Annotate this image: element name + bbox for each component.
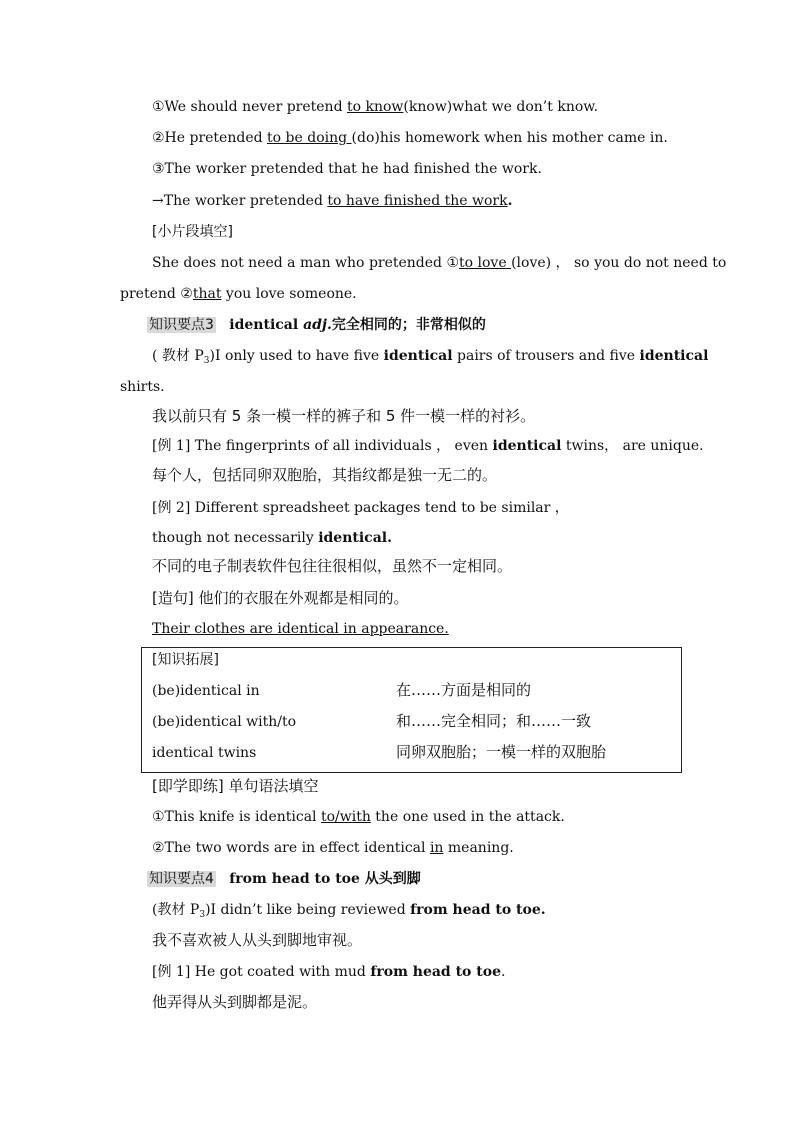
- translation-4: 我不喜欢被人从头到脚地审视。: [152, 931, 363, 949]
- example-2-translation: 不同的电子制表软件包往往很相似，虽然不一定相同。: [152, 557, 513, 575]
- text: twins， are unique.: [561, 438, 704, 454]
- example-1-translation: 每个人，包括同卵双胞胎，其指纹都是独一无二的。: [152, 466, 498, 484]
- text: .: [500, 964, 506, 980]
- text: →The worker pretended: [152, 193, 328, 209]
- practice-item-1: [152, 808, 565, 826]
- text: pretend ②: [120, 286, 193, 302]
- answer-blank: to love: [459, 255, 512, 271]
- part-of-speech: adj.: [303, 317, 332, 333]
- text: She does not need a man who pretended ①: [152, 255, 460, 271]
- textbook-source-line-2: shirts.: [120, 379, 165, 395]
- knowledge-point-4-heading: [147, 870, 421, 888]
- page-subscript: 3: [203, 356, 210, 366]
- definition: 从头到脚: [364, 871, 421, 887]
- text: ①We should never pretend: [152, 99, 347, 115]
- section-heading-fill: [小片段填空]: [152, 224, 233, 240]
- practice-item-2: [152, 839, 514, 857]
- example-line-3: ③The worker pretended that he had finished the work.: [152, 161, 542, 177]
- expansion-zh-3: 同卵双胞胎；一模一样的双胞胎: [396, 743, 607, 761]
- answer-blank: that: [192, 286, 222, 302]
- example-2-line-2: [152, 529, 392, 547]
- text: (教材 P: [152, 902, 200, 918]
- sentence-making-answer: Their clothes are identical in appearance.: [152, 621, 449, 637]
- answer-blank: in: [429, 840, 444, 856]
- knowledge-point-tag: 知识要点3: [149, 317, 214, 333]
- text: the one used in the attack.: [370, 809, 565, 825]
- textbook-source-line-1: [152, 347, 708, 370]
- text: ②The two words are in effect identical: [152, 840, 430, 856]
- text: (do)his homework when his mother came in.: [351, 130, 668, 146]
- text: (love) ， so you do not need to: [511, 255, 727, 271]
- example-4-1-translation: 他弄得从头到脚都是泥。: [152, 993, 318, 1011]
- keyword: identical: [492, 438, 562, 454]
- keyword: from head to toe: [370, 964, 501, 980]
- knowledge-point-tag: 知识要点4: [149, 871, 214, 887]
- text: [例 1] He got coated with mud: [152, 964, 371, 980]
- text: ②He pretended: [152, 130, 268, 146]
- expansion-en-3: identical twins: [152, 745, 257, 761]
- example-2-line-1: [例 2] Different spreadsheet packages tend to be similar ，: [152, 500, 569, 516]
- text: .: [507, 193, 513, 209]
- text: )I didn’t like being reviewed: [205, 902, 411, 918]
- knowledge-point-3-heading: [147, 316, 486, 334]
- text: (know)what we don’t know.: [403, 99, 599, 115]
- example-line-2: [152, 129, 668, 147]
- example-line-1: [152, 98, 598, 116]
- text: though not necessarily: [152, 530, 319, 546]
- example-4-1: [152, 963, 505, 981]
- sentence-making-prompt: [造句] 他们的衣服在外观都是相同的。: [152, 589, 409, 607]
- fill-paragraph-line-1: [152, 254, 726, 272]
- answer-blank: to be doing: [267, 130, 352, 146]
- example-1: [152, 437, 704, 455]
- knowledge-expansion-box: [141, 647, 682, 773]
- text: ①This knife is identical: [152, 809, 321, 825]
- text: )I only used to have five: [209, 348, 384, 364]
- text: pairs of trousers and five: [452, 348, 640, 364]
- expansion-en-2: (be)identical with/to: [152, 714, 297, 730]
- keyword: identical: [383, 348, 453, 364]
- expansion-zh-1: 在……方面是相同的: [396, 681, 532, 699]
- keyword: from head to toe.: [410, 902, 546, 918]
- answer-blank: to know: [347, 99, 404, 115]
- headword: identical: [229, 317, 304, 333]
- rewrite-line: [152, 192, 512, 210]
- page-subscript: 3: [199, 910, 206, 920]
- keyword: identical.: [318, 530, 392, 546]
- answer-blank: to/with: [320, 809, 371, 825]
- text: you love someone.: [221, 286, 357, 302]
- practice-heading: [即学即练] 单句语法填空: [152, 777, 319, 795]
- translation-3: 我以前只有 5 条一模一样的裤子和 5 件一模一样的衬衫。: [152, 407, 536, 425]
- keyword: identical: [639, 348, 709, 364]
- answer-blank: to have finished the work: [327, 193, 508, 209]
- expansion-zh-2: 和……完全相同；和……一致: [396, 712, 592, 730]
- text: [例 1] The fingerprints of all individuals ， even: [152, 438, 493, 454]
- expansion-title: [知识拓展]: [152, 652, 219, 668]
- headword: from head to toe: [229, 871, 365, 887]
- text: ( 教材 P: [152, 348, 204, 364]
- text: meaning.: [443, 840, 514, 856]
- expansion-en-1: (be)identical in: [152, 683, 260, 699]
- definition: 完全相同的；非常相似的: [331, 317, 486, 333]
- fill-paragraph-line-2: [120, 285, 357, 303]
- textbook-source-4: [152, 901, 546, 924]
